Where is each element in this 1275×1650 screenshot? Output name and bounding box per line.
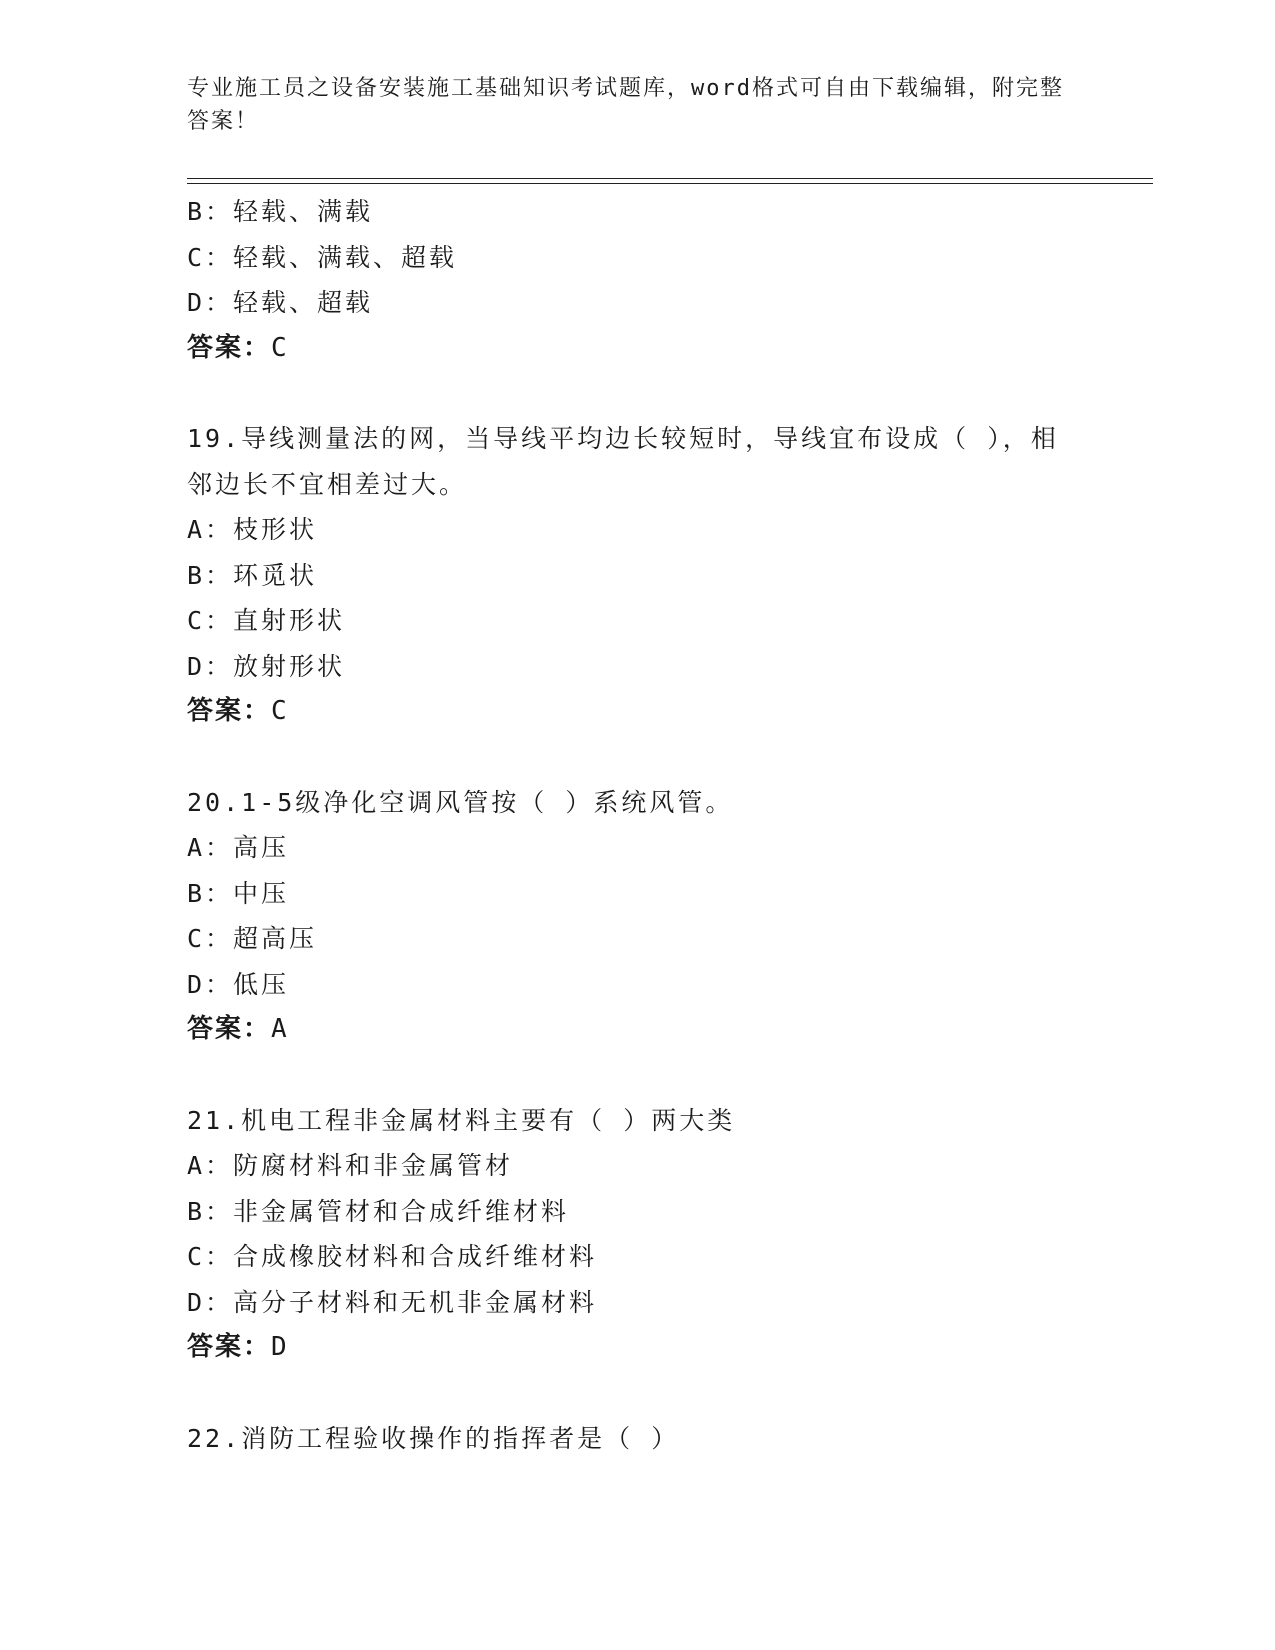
header-divider-bottom	[187, 183, 1153, 184]
answer-line	[187, 689, 1147, 735]
answer-value: C	[271, 332, 289, 363]
document-header: 专业施工员之设备安装施工基础知识考试题库，word格式可自由下载编辑，附完整答案！	[187, 76, 1064, 134]
option-a: A：枝形状	[187, 515, 318, 544]
question-stem: 20.1-5级净化空调风管按（ ）系统风管。	[187, 787, 734, 817]
option-d: D：低压	[187, 969, 290, 999]
answer-value: C	[271, 696, 289, 726]
option-a: A：高压	[187, 833, 290, 862]
answer-line	[187, 1325, 1147, 1371]
question-18-tail	[187, 189, 1147, 371]
question-list	[187, 189, 1147, 1461]
option-d: D：放射形状	[187, 651, 346, 681]
option-c: C：直射形状	[187, 606, 346, 635]
answer-value: D	[271, 1332, 289, 1362]
question-stem: 19.导线测量法的网，当导线平均边长较短时，导线宜布设成（ ），相邻边长不宜相差过大。	[187, 424, 1059, 499]
answer-label: 答案：	[187, 1014, 272, 1044]
answer-line	[187, 326, 1147, 372]
option-b: B：非金属管材和合成纤维材料	[187, 1196, 570, 1226]
answer-line	[187, 1007, 1147, 1053]
option-d: D：高分子材料和无机非金属材料	[187, 1287, 598, 1317]
question-21	[187, 1098, 1147, 1371]
question-19	[187, 416, 1147, 735]
answer-label: 答案：	[187, 696, 272, 726]
question-22	[187, 1416, 1147, 1462]
question-20	[187, 780, 1147, 1053]
option-b: B：轻载、满载	[187, 197, 374, 226]
option-c: C：轻载、满载、超载	[187, 242, 458, 272]
answer-value: A	[271, 1014, 289, 1044]
answer-label: 答案：	[187, 1332, 272, 1362]
option-a: A：防腐材料和非金属管材	[187, 1151, 514, 1180]
option-d: D：轻载、超载	[187, 288, 374, 317]
question-stem: 22.消防工程验收操作的指挥者是（ ）	[187, 1423, 680, 1453]
header-divider-top	[187, 178, 1153, 179]
option-c: C：合成橡胶材料和合成纤维材料	[187, 1242, 598, 1271]
question-stem: 21.机电工程非金属材料主要有（ ）两大类	[187, 1105, 736, 1135]
option-b: B：环觅状	[187, 560, 318, 590]
option-c: C：超高压	[187, 924, 318, 953]
option-b: B：中压	[187, 878, 290, 908]
answer-label: 答案：	[187, 332, 272, 363]
